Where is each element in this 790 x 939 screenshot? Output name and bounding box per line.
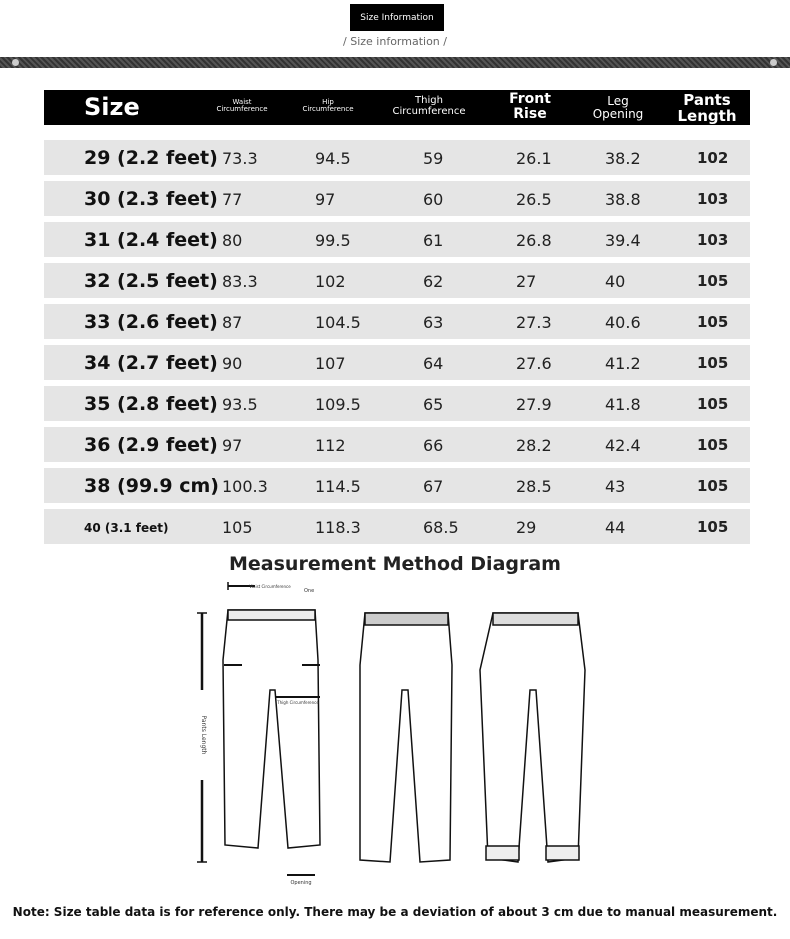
cell-size: 34 (2.7 feet): [84, 352, 218, 374]
cell-hip: 118.3: [315, 518, 361, 537]
cell-hip: 112: [315, 436, 346, 455]
cell-hip: 109.5: [315, 395, 361, 414]
cell-size: 30 (2.3 feet): [84, 188, 218, 210]
cell-hip: 104.5: [315, 313, 361, 332]
cell-waist: 83.3: [222, 272, 258, 291]
cell-leg-opening: 42.4: [605, 436, 641, 455]
cell-size: 40 (3.1 feet): [84, 521, 169, 535]
cell-thigh: 60: [423, 190, 444, 209]
cell-leg-opening: 41.8: [605, 395, 641, 414]
cell-size: 32 (2.5 feet): [84, 270, 218, 292]
table-header: [44, 90, 750, 125]
cell-front-rise: 26.5: [516, 190, 552, 209]
cell-pants-length: 102: [697, 149, 729, 167]
cell-thigh: 62: [423, 272, 444, 291]
cell-hip: 107: [315, 354, 346, 373]
cell-hip: 114.5: [315, 477, 361, 496]
cell-pants-length: 105: [697, 518, 729, 536]
front-pants-measured: [197, 582, 320, 886]
length-label: Pants Length: [200, 715, 207, 755]
cell-hip: 99.5: [315, 231, 351, 250]
cell-waist: 105: [222, 518, 253, 537]
table-row: [44, 345, 750, 380]
cell-waist: 87: [222, 313, 243, 332]
cell-waist: 97: [222, 436, 243, 455]
table-row: [44, 263, 750, 298]
col-waist: Waist Circumference: [216, 98, 268, 114]
cell-pants-length: 105: [697, 477, 729, 495]
cell-pants-length: 105: [697, 313, 729, 331]
cell-front-rise: 28.2: [516, 436, 552, 455]
cell-thigh: 65: [423, 395, 444, 414]
denim-divider: [0, 57, 790, 68]
cell-leg-opening: 43: [605, 477, 626, 496]
thigh-label: Thigh Circumference: [277, 700, 319, 705]
col-front-rise: Front Rise: [509, 91, 551, 122]
front-pants-plain: [360, 613, 452, 862]
table-row: [44, 181, 750, 216]
cell-front-rise: 26.8: [516, 231, 552, 250]
cell-pants-length: 105: [697, 354, 729, 372]
cell-waist: 100.3: [222, 477, 268, 496]
cell-waist: 73.3: [222, 149, 258, 168]
table-row: [44, 222, 750, 257]
cell-hip: 94.5: [315, 149, 351, 168]
back-pants: [480, 613, 585, 862]
table-row: [44, 304, 750, 339]
cell-thigh: 63: [423, 313, 444, 332]
col-hip: Hip Circumference: [302, 98, 354, 114]
cell-front-rise: 29: [516, 518, 537, 537]
cell-thigh: 66: [423, 436, 444, 455]
one-label: One: [304, 588, 315, 594]
cell-leg-opening: 41.2: [605, 354, 641, 373]
cell-waist: 77: [222, 190, 243, 209]
disclaimer-note: Note: Size table data is for reference only. There may be a deviation of about 3 cm due to manual measurement.: [12, 905, 778, 919]
waist-label: Waist Circumference: [249, 584, 291, 589]
cell-hip: 102: [315, 272, 346, 291]
col-leg-opening: Leg Opening: [592, 94, 644, 121]
cell-front-rise: 27: [516, 272, 537, 291]
opening-label: Opening: [290, 880, 312, 886]
cell-pants-length: 105: [697, 272, 729, 290]
col-pants-length: Pants Length: [677, 91, 737, 125]
cell-size: 38 (99.9 cm): [84, 475, 219, 497]
table-row: [44, 468, 750, 503]
cell-front-rise: 28.5: [516, 477, 552, 496]
cell-thigh: 67: [423, 477, 444, 496]
cell-waist: 93.5: [222, 395, 258, 414]
size-information-badge: Size Information: [350, 4, 444, 31]
cell-front-rise: 27.6: [516, 354, 552, 373]
rivet-icon: [12, 59, 19, 66]
cell-thigh: 68.5: [423, 518, 459, 537]
cell-thigh: 64: [423, 354, 444, 373]
cell-waist: 90: [222, 354, 243, 373]
cell-pants-length: 105: [697, 436, 729, 454]
cell-hip: 97: [315, 190, 336, 209]
table-row: [44, 509, 750, 544]
measurement-diagram: [180, 580, 610, 890]
table-row: [44, 140, 750, 175]
cell-size: 33 (2.6 feet): [84, 311, 218, 333]
cell-leg-opening: 38.2: [605, 149, 641, 168]
cell-size: 31 (2.4 feet): [84, 229, 218, 251]
cell-pants-length: 103: [697, 231, 729, 249]
cell-leg-opening: 40.6: [605, 313, 641, 332]
cell-size: 36 (2.9 feet): [84, 434, 218, 456]
cell-size: 35 (2.8 feet): [84, 393, 218, 415]
cell-size: 29 (2.2 feet): [84, 147, 218, 169]
cell-pants-length: 105: [697, 395, 729, 413]
cell-front-rise: 27.3: [516, 313, 552, 332]
cell-thigh: 61: [423, 231, 444, 250]
cell-thigh: 59: [423, 149, 444, 168]
cell-pants-length: 103: [697, 190, 729, 208]
col-size: Size: [84, 93, 140, 121]
table-row: [44, 386, 750, 421]
col-thigh: Thigh Circumference: [392, 95, 466, 117]
cell-waist: 80: [222, 231, 243, 250]
rivet-icon: [770, 59, 777, 66]
subtitle: / Size information /: [343, 35, 447, 48]
cell-front-rise: 27.9: [516, 395, 552, 414]
cell-leg-opening: 39.4: [605, 231, 641, 250]
table-row: [44, 427, 750, 462]
cell-leg-opening: 38.8: [605, 190, 641, 209]
diagram-title: Measurement Method Diagram: [229, 553, 561, 575]
cell-leg-opening: 44: [605, 518, 626, 537]
cell-front-rise: 26.1: [516, 149, 552, 168]
cell-leg-opening: 40: [605, 272, 626, 291]
